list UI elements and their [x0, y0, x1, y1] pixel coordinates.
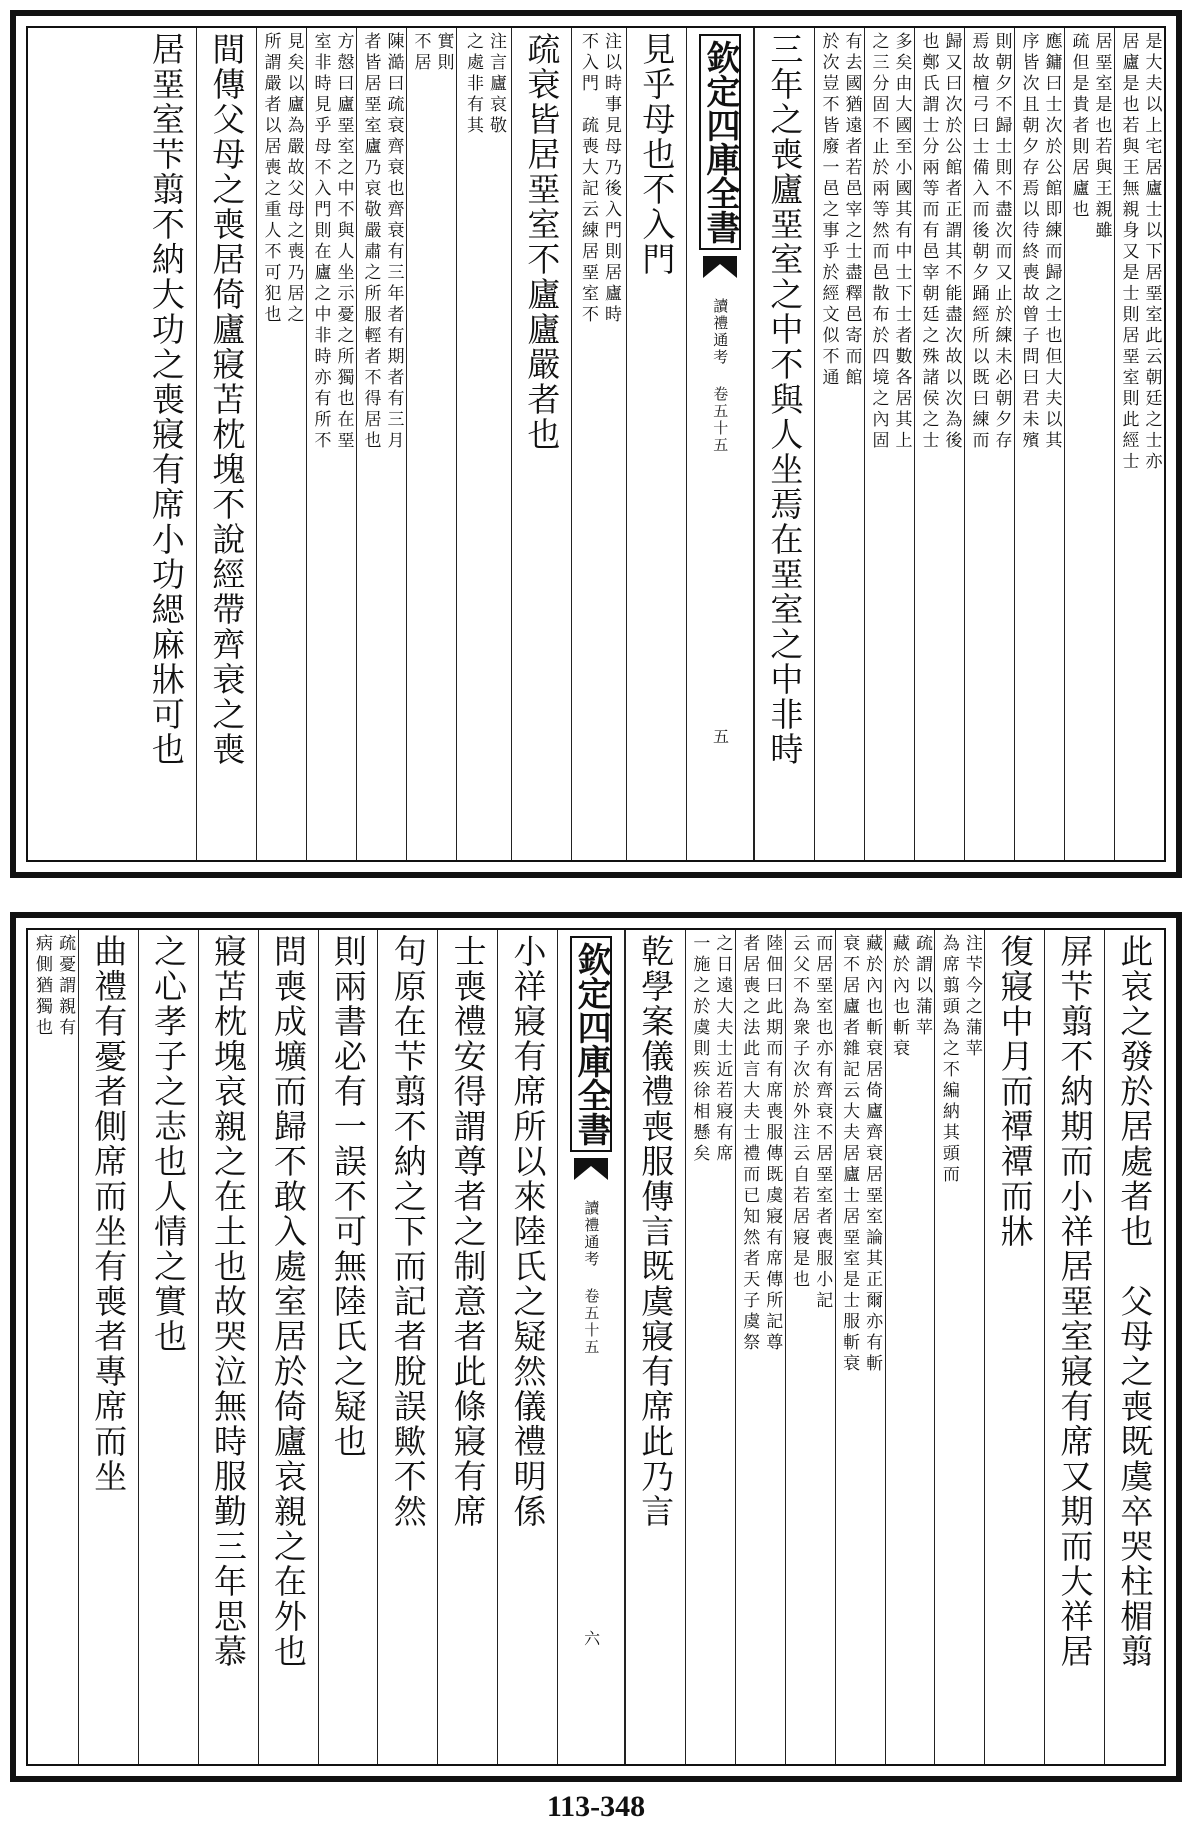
bottom-page — [10, 912, 1182, 1782]
main-text-line: 寢苫枕塊哀親之在土也故哭泣無時服勤三年思慕 — [209, 934, 249, 1669]
text-column — [377, 930, 437, 1764]
main-text-line: 句原在芐翦不納之下而記者脫誤歟不然 — [388, 934, 428, 1529]
note-line: 之處非有其 — [463, 32, 483, 137]
text-column — [885, 930, 935, 1764]
main-text-line: 問喪成壙而歸不敢入處室居於倚廬哀親之在外也 — [268, 934, 308, 1669]
note-line: 者居喪之法此言大夫士禮而已知然者天子虞祭 — [739, 934, 760, 1354]
fishtail-mark-icon — [703, 256, 737, 278]
note-line: 疏但是貴者則居廬也 — [1068, 32, 1089, 221]
text-column — [625, 930, 685, 1764]
note-line: 於次豈不皆廢一邑之事乎於經文似不通 — [818, 32, 839, 389]
note-line: 不入門 疏喪大記云練居堊室不 — [578, 32, 598, 326]
note-line: 病側猶獨也 — [32, 934, 53, 1039]
note-line: 不居 — [410, 32, 431, 74]
text-column — [814, 28, 864, 860]
note-line: 多矣由大國至小國其有中士下士者數各居其上 — [891, 32, 912, 452]
text-column — [571, 28, 626, 860]
main-text-line: 乾學案儀禮喪服傳言既虞寢有席此乃言 — [636, 934, 676, 1529]
main-text-line: 間傳父母之喪居倚廬寢苫枕塊不說經帶齊衰之喪 — [207, 32, 247, 767]
note-line: 疏謂以蒲苹 — [912, 934, 932, 1039]
book-title: 欽定四庫全書 — [570, 936, 612, 1152]
center-banner — [557, 930, 625, 1764]
note-line: 序皆次且朝夕存焉以待終喪故曾子問曰君未殯 — [1018, 32, 1039, 452]
text-column — [138, 930, 198, 1764]
text-column — [754, 28, 814, 860]
note-line: 是大夫以上宅居廬士以下居堊室此云朝廷之士亦 — [1141, 32, 1162, 473]
note-line: 藏於內也斬衰 — [888, 934, 909, 1060]
text-column — [511, 28, 571, 860]
note-line: 者皆居堊室廬乃哀敬嚴肅之所服輕者不得居也 — [360, 32, 381, 452]
note-line: 注言廬哀敬 — [486, 32, 507, 137]
text-column — [785, 930, 835, 1764]
main-text-line: 屏芐翦不納期而小祥居堊室寢有席又期而大祥居 — [1055, 934, 1095, 1669]
main-text-line: 復寢中月而禫禫而牀 — [995, 934, 1035, 1249]
note-line: 有去國猶遠者若邑宰之士盡釋邑寄而館 — [841, 32, 862, 389]
top-page — [10, 10, 1182, 878]
text-column — [437, 930, 497, 1764]
text-column — [306, 28, 356, 860]
text-column — [1064, 28, 1114, 860]
main-text-line: 見乎母也不入門 — [637, 32, 677, 277]
main-text-line: 疏衰皆居堊室不廬廬嚴者也 — [522, 32, 562, 452]
top-page-frame — [26, 26, 1166, 862]
page-number: 113-348 — [546, 1790, 646, 1823]
text-column — [28, 930, 78, 1764]
note-line: 所謂嚴者以居喪之重人不可犯也 — [260, 32, 281, 326]
text-column — [456, 28, 511, 860]
text-column — [626, 28, 686, 860]
note-line: 歸又曰次於公館者正謂其不能盡次故以次為後 — [941, 32, 962, 452]
note-line: 方慤曰廬堊室之中不與人坐示憂之所獨也在堊 — [333, 32, 354, 452]
text-column — [1114, 28, 1164, 860]
note-line: 陳澔曰疏衰齊衰也齊衰有三年者有期者有三月 — [383, 32, 404, 452]
text-column — [1014, 28, 1064, 860]
bottom-page-frame — [26, 928, 1166, 1766]
note-line: 注芐今之蒲苹 — [961, 934, 982, 1060]
note-line: 一施之於虞則疾徐相懸矣 — [689, 934, 710, 1165]
text-column — [258, 930, 318, 1764]
text-column — [864, 28, 914, 860]
note-line: 為席翦頭為之不編納其頭而 — [938, 934, 959, 1186]
note-line: 云父不為衆子次於外注云自若居寢是也 — [789, 934, 810, 1291]
main-text-line: 曲禮有憂者側席而坐有喪者專席而坐 — [89, 934, 129, 1494]
main-text-line: 小祥寢有席所以來陸氏之疑然儀禮明係 — [508, 934, 548, 1529]
text-column — [136, 28, 196, 860]
text-column — [196, 28, 256, 860]
note-line: 也鄭氏謂士分兩等而有邑宰朝廷之殊諸侯之士 — [918, 32, 939, 452]
text-column — [356, 28, 406, 860]
note-line: 室非時見乎母不入門則在廬之中非時亦有所不 — [310, 32, 331, 452]
text-column — [256, 28, 306, 860]
main-text-line: 居堊室芐翦不納大功之喪寢有席小功緦麻牀可也 — [146, 32, 186, 767]
main-text-line: 之心孝子之志也人情之實也 — [149, 934, 189, 1354]
text-column — [406, 28, 456, 860]
text-column — [78, 930, 138, 1764]
volume-label: 讀禮通考 卷五十五 — [582, 1200, 601, 1356]
text-column — [1044, 930, 1104, 1764]
text-column — [735, 930, 785, 1764]
center-banner — [686, 28, 754, 860]
note-line: 衰不居廬者雜記云大夫居廬士居堊室是士服斬衰 — [839, 934, 860, 1375]
folio-number: 六 — [581, 1630, 601, 1646]
book-title: 欽定四庫全書 — [699, 34, 741, 250]
note-line: 而居堊室也亦有齊衰不居堊室者喪服小記 — [812, 934, 833, 1312]
folio-number: 五 — [710, 728, 730, 744]
note-line: 陸佃曰此期而有席喪服傳既虞寢有席傳所記尊 — [762, 934, 783, 1354]
note-line: 藏於內也斬衰居倚廬齊衰居堊室論其正爾亦有斬 — [862, 934, 883, 1375]
text-column — [964, 28, 1014, 860]
fishtail-mark-icon — [574, 1158, 608, 1180]
text-column — [984, 930, 1044, 1764]
note-line: 應鏞曰士次於公館即練而歸之士也但大夫以其 — [1041, 32, 1062, 452]
text-column — [318, 930, 378, 1764]
note-line: 注以時事見母乃後入門則居廬時 — [601, 32, 622, 326]
note-line: 居廬是也若與王無親身又是士則居堊室則此經士 — [1118, 32, 1139, 473]
text-column — [497, 930, 557, 1764]
main-text-line: 士喪禮安得謂尊者之制意者此條寢有席 — [448, 934, 488, 1529]
main-text-line: 三年之喪廬堊室之中不與人坐焉在堊室之中非時 — [765, 32, 805, 767]
text-column — [934, 930, 984, 1764]
note-line: 居堊室是也若與王親雖 — [1091, 32, 1112, 242]
note-line: 見矣以廬為嚴故父母之喪乃居之 — [283, 32, 304, 326]
volume-label: 讀禮通考 卷五十五 — [711, 298, 730, 454]
note-line: 疏憂謂親有 — [55, 934, 76, 1039]
text-column — [914, 28, 964, 860]
text-column — [685, 930, 735, 1764]
text-column — [835, 930, 885, 1764]
note-line: 之日遠大夫士近若寢有席 — [712, 934, 733, 1165]
main-text-line: 則兩書必有一誤不可無陸氏之疑也 — [328, 934, 368, 1459]
note-line: 實則 — [433, 32, 454, 74]
note-line: 則朝夕不歸士則不盡次而又止於練未必朝夕存 — [991, 32, 1012, 452]
note-line: 之三分固不止於兩等然而邑散布於四境之內固 — [868, 32, 889, 452]
text-column — [1104, 930, 1164, 1764]
text-column — [198, 930, 258, 1764]
note-line: 焉故檀弓曰士備入而後朝夕踊經所以既曰練而 — [968, 32, 989, 452]
main-text-line: 此哀之發於居處者也 父母之喪既虞卒哭柱楣翦 — [1115, 934, 1155, 1669]
